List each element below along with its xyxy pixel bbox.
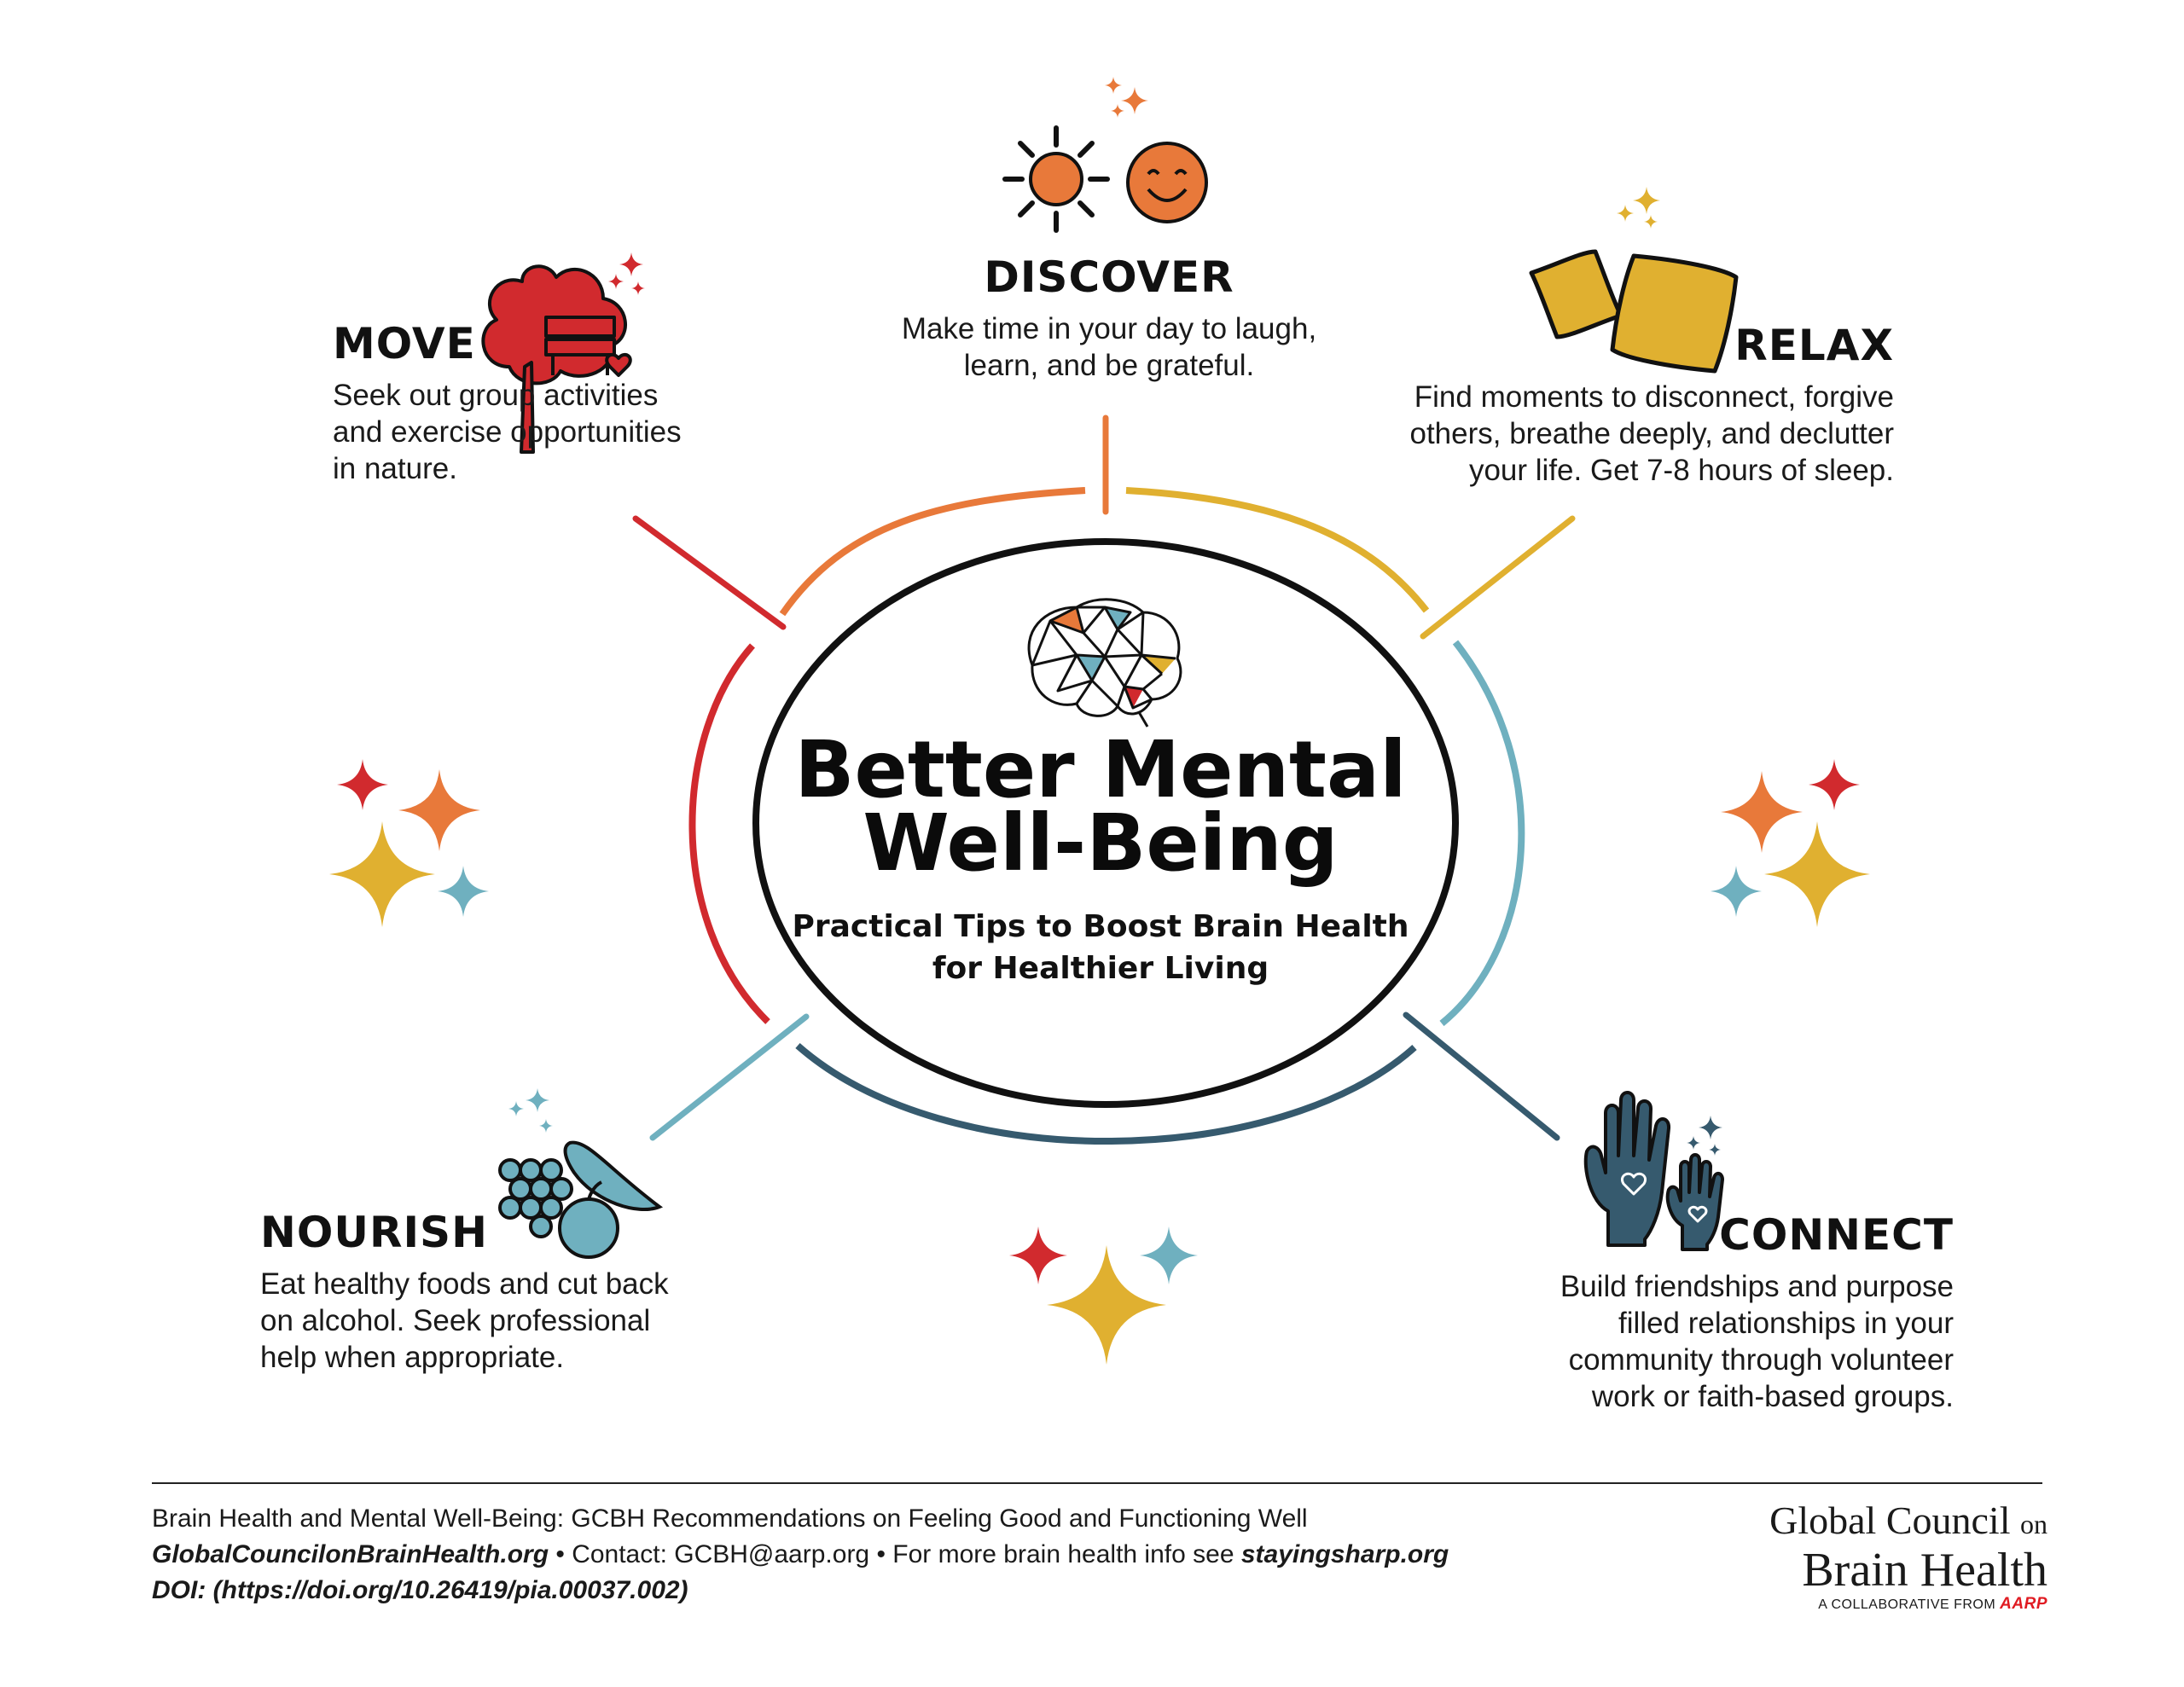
- relax-section: [1331, 321, 1894, 489]
- arc-discover: [782, 490, 1085, 614]
- footer-stayingsharp-link[interactable]: stayingsharp.org: [1240, 1540, 1449, 1568]
- nourish-section: [260, 1208, 738, 1376]
- move-line-2: and exercise opportunities: [333, 415, 682, 449]
- discover-line-1: Make time in your day to laugh,: [901, 312, 1317, 345]
- footer-divider: [152, 1482, 2042, 1484]
- relax-line-1: Find moments to disconnect, forgive: [1414, 380, 1894, 414]
- sparkle-cluster-bottom: [1009, 1226, 1198, 1365]
- move-description: [333, 377, 776, 487]
- main-subtitle-line-1: Practical Tips to Boost Brain Health: [792, 909, 1409, 944]
- discover-section: [853, 252, 1365, 384]
- sparkle-cluster-right: [1711, 759, 1870, 927]
- discover-line-2: learn, and be grateful.: [963, 349, 1255, 382]
- relax-line-2: others, breathe deeply, and declutter: [1409, 417, 1894, 450]
- logo-on: on: [2020, 1509, 2048, 1539]
- move-heading: MOVE: [333, 319, 476, 368]
- logo-line-1: [1740, 1499, 2048, 1545]
- brain-network-icon: [1029, 600, 1181, 727]
- logo-brain-health: Brain Health: [1802, 1544, 2048, 1597]
- discover-description: [853, 310, 1365, 384]
- nourish-line-3: help when appropriate.: [260, 1341, 565, 1374]
- logo-tagline: [1740, 1595, 2048, 1614]
- connector-nourish: [653, 1017, 806, 1138]
- arc-nourish: [798, 1046, 1414, 1141]
- main-title: [768, 724, 1433, 889]
- connect-description: [1484, 1268, 1954, 1415]
- footer: [152, 1501, 1602, 1609]
- arc-relax: [1126, 490, 1426, 611]
- move-line-1: Seek out group activities: [333, 379, 659, 412]
- nourish-line-1: Eat healthy foods and cut back: [260, 1267, 669, 1301]
- footer-website-link[interactable]: GlobalCouncilonBrainHealth.org: [152, 1540, 549, 1568]
- discover-heading: DISCOVER: [984, 252, 1234, 302]
- nourish-line-2: on alcohol. Seek professional: [260, 1304, 651, 1337]
- logo-global-council: Global Council: [1769, 1499, 2011, 1542]
- sun-smiley-icon: [1005, 77, 1206, 230]
- nourish-heading: NOURISH: [260, 1208, 488, 1257]
- nourish-description: [260, 1266, 738, 1376]
- logo-tagline-text: A COLLABORATIVE FROM: [1818, 1597, 1996, 1612]
- footer-contact: • Contact: GCBH@aarp.org • For more brain health info see: [549, 1540, 1241, 1568]
- relax-description: [1331, 379, 1894, 489]
- footer-links: [152, 1537, 1602, 1573]
- relax-heading: RELAX: [1734, 321, 1894, 370]
- connector-relax: [1423, 519, 1572, 636]
- sparkle-cluster-left: [329, 759, 489, 927]
- main-subtitle: [768, 906, 1433, 989]
- footer-citation: Brain Health and Mental Well-Being: GCBH Recommendations on Feeling Good and Functioning Well: [152, 1504, 1308, 1533]
- move-section: [333, 319, 776, 487]
- gcbh-logo: [1740, 1499, 2048, 1614]
- connector-move: [636, 519, 783, 627]
- connect-line-4: work or faith-based groups.: [1591, 1380, 1954, 1413]
- main-title-line-1: Better Mental: [794, 724, 1407, 815]
- connector-connect: [1406, 1015, 1557, 1138]
- relax-line-3: your life. Get 7-8 hours of sleep.: [1468, 454, 1894, 487]
- connect-heading: CONNECT: [1719, 1210, 1954, 1260]
- connect-line-2: filled relationships in your: [1618, 1307, 1954, 1340]
- footer-doi-text[interactable]: DOI: (https://doi.org/10.26419/pia.00037.002): [152, 1576, 688, 1604]
- connect-section: [1484, 1210, 1954, 1415]
- connect-line-1: Build friendships and purpose: [1560, 1270, 1954, 1303]
- connect-line-3: community through volunteer: [1568, 1343, 1954, 1377]
- aarp-logo: AARP: [2000, 1595, 2048, 1613]
- main-title-line-2: Well-Being: [863, 797, 1339, 889]
- move-line-3: in nature.: [333, 452, 457, 485]
- footer-doi[interactable]: [152, 1573, 1602, 1609]
- main-subtitle-line-2: for Healthier Living: [932, 951, 1269, 986]
